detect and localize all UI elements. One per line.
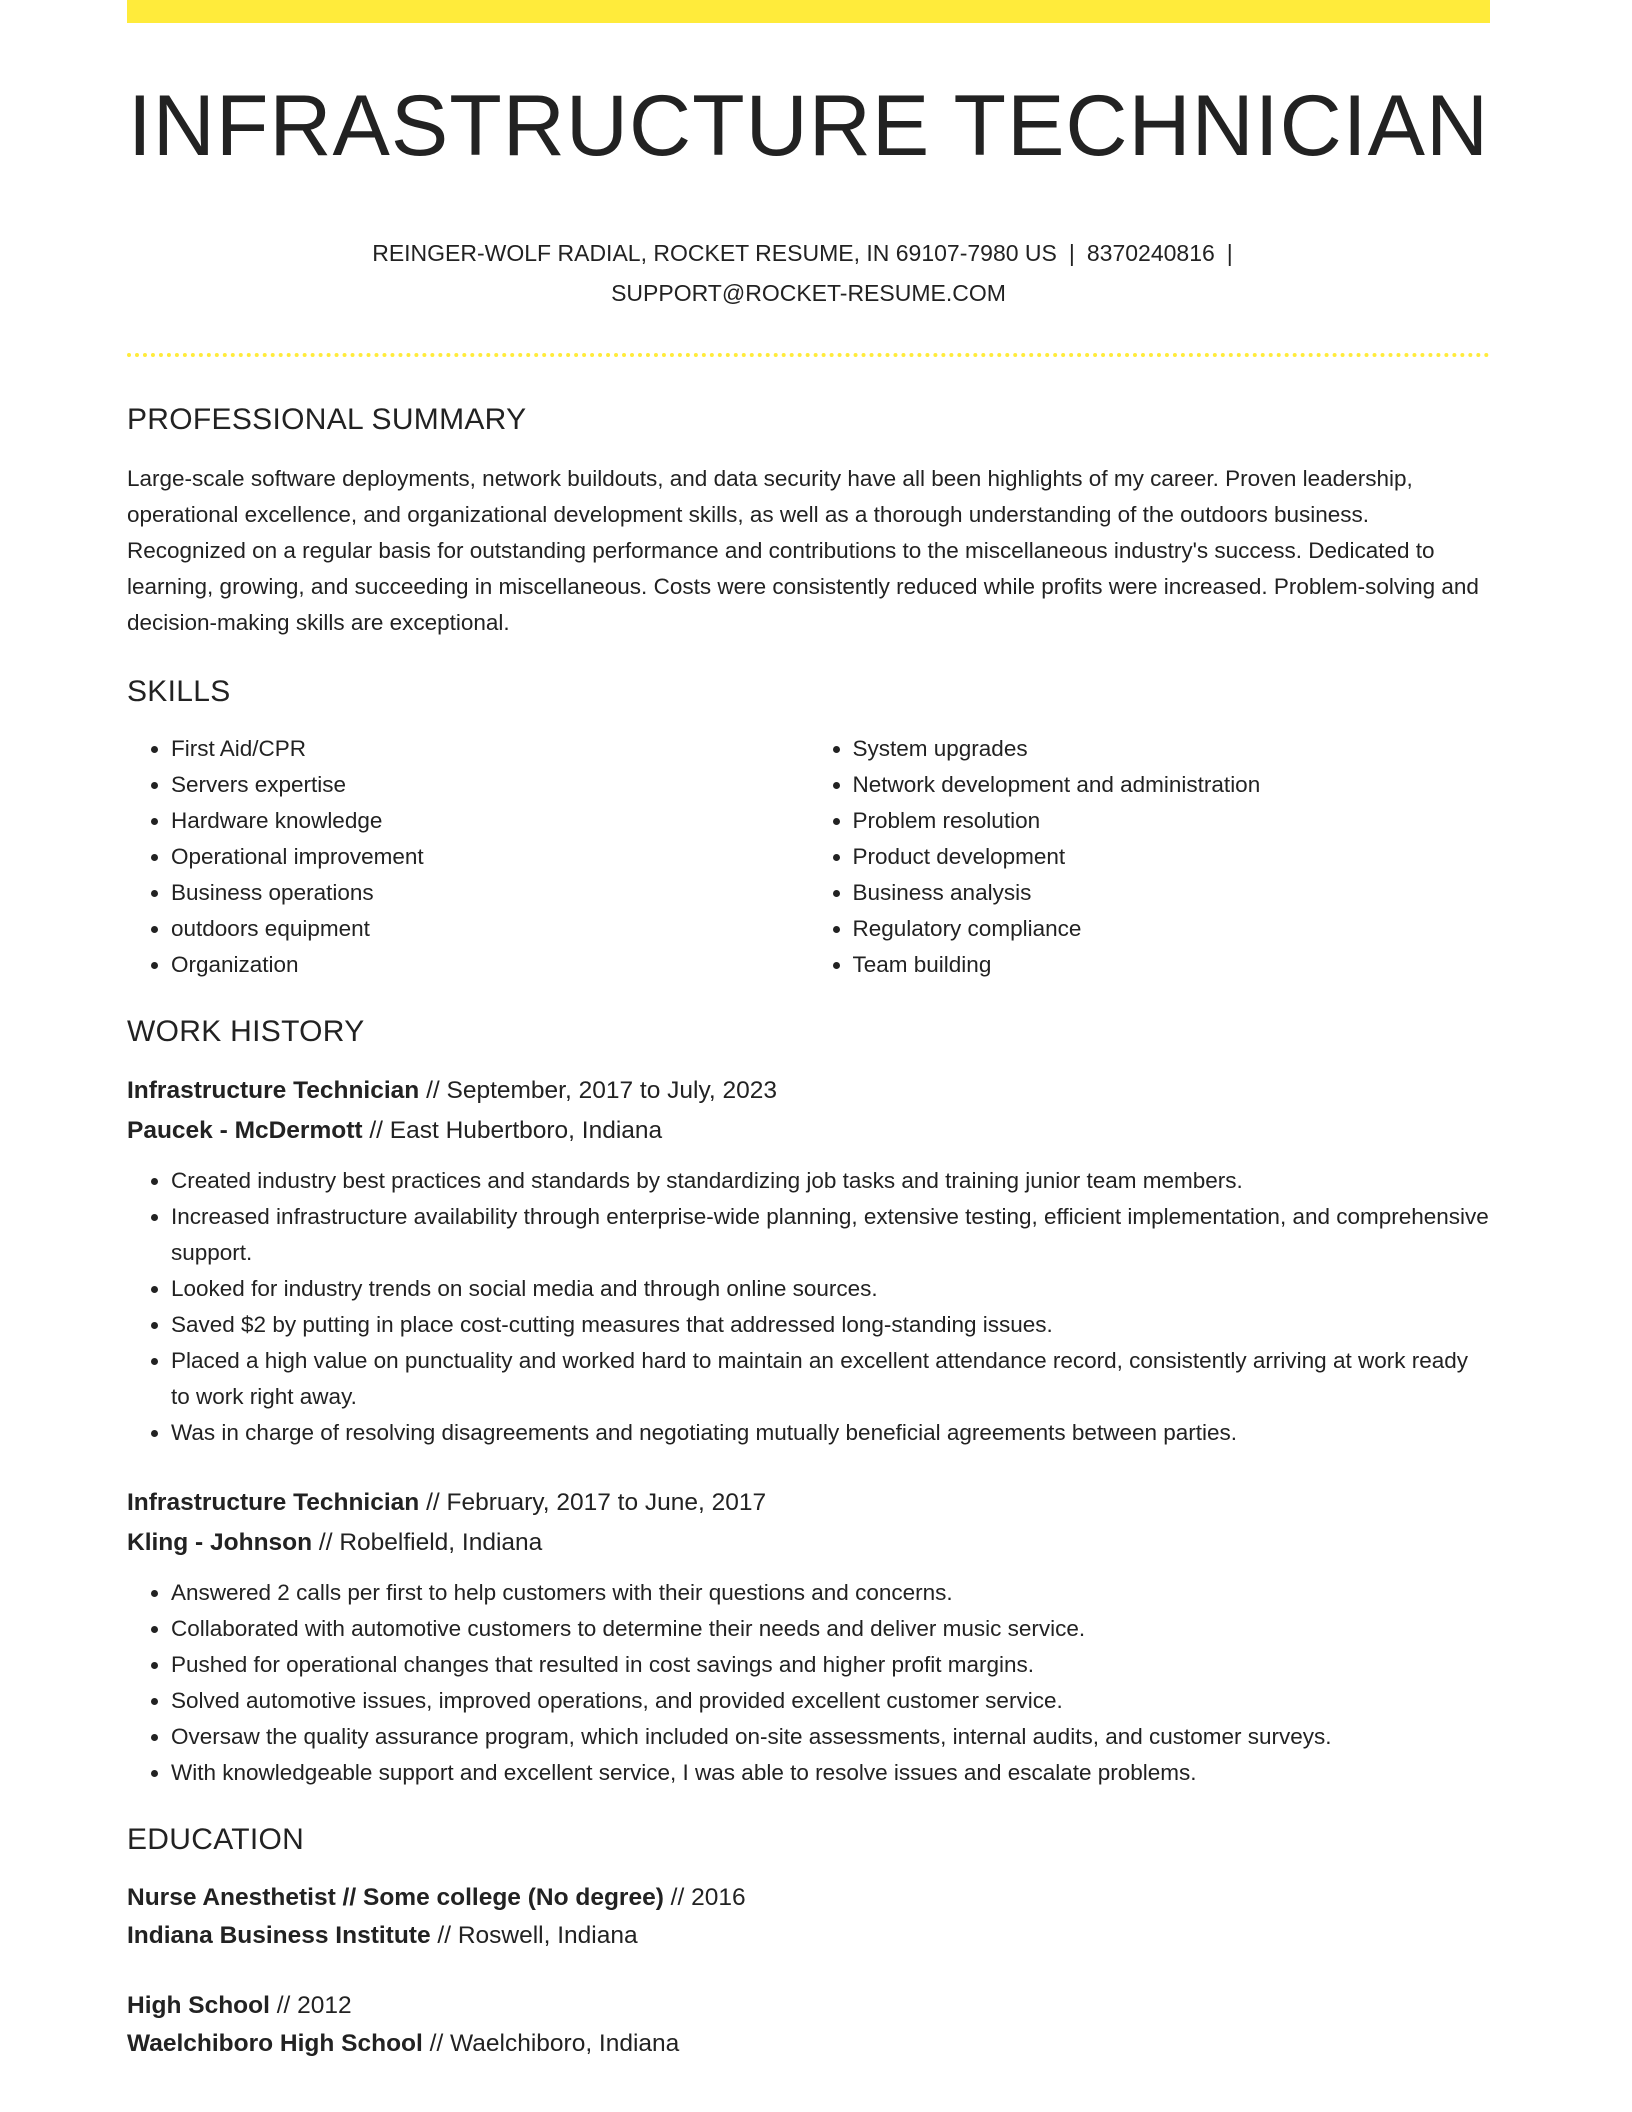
education-school-line [127,2025,1490,2063]
work-history-heading: WORK HISTORY [127,1015,365,1048]
skill-item: • Servers expertise [171,767,809,803]
job-entry [127,1483,1490,1791]
education-location: // Waelchiboro, Indiana [422,2030,680,2057]
job-role: Infrastructure Technician [127,1077,420,1104]
education-degree-line [127,1879,1490,1917]
job-bullet: • Saved $2 by putting in place cost-cutting measures that addressed long-standing issues. [171,1307,1490,1343]
skill-item: • Regulatory compliance [853,911,1491,947]
job-company-line [127,1523,1490,1563]
job-company: Kling - Johnson [127,1529,313,1556]
job-bullet: • Oversaw the quality assurance program, which included on-site assessments, internal audits, and customer surveys. [171,1719,1490,1755]
summary-text: Large-scale software deployments, network buildouts, and data security have all been highlights of my career. Proven leadership, operational excellence, and organizational development skills, as well as a thorough understanding of the outdoors business. Recognized on a regular basis for outstanding performance and contributions to the miscellaneous industry's success. Dedicated to learning, growing, and succeeding in miscellaneous. Costs were consistently reduced while profits were increased. Problem-solving and decision-making skills are exceptional. [127,466,1479,635]
education-degree: Nurse Anesthetist // Some college (No degree) [127,1884,664,1911]
skill-item: • Business operations [171,875,809,911]
header-divider [127,353,1490,357]
job-bullet: • Collaborated with automotive customers to determine their needs and deliver music service. [171,1611,1490,1647]
contact-separator: | [1068,240,1075,266]
skills-heading: SKILLS [127,675,231,708]
skill-item: • First Aid/CPR [171,731,809,767]
job-bullets [127,1163,1490,1451]
contact-email: SUPPORT@ROCKET-RESUME.COM [611,280,1006,306]
job-company-line [127,1111,1490,1151]
job-location: // East Hubertboro, Indiana [362,1117,663,1144]
job-dates: // September, 2017 to July, 2023 [419,1077,778,1104]
skills-column-right [809,731,1491,983]
education-school-line [127,1917,1490,1955]
skill-item: • Operational improvement [171,839,809,875]
skills-column-left [127,731,809,983]
job-bullet: • Looked for industry trends on social media and through online sources. [171,1271,1490,1307]
skill-item: • Hardware knowledge [171,803,809,839]
job-company: Paucek - McDermott [127,1117,363,1144]
contact-phone: 8370240816 [1086,240,1215,266]
skill-item: • Business analysis [853,875,1491,911]
job-dates: // February, 2017 to June, 2017 [419,1489,767,1516]
job-title-line [127,1071,1490,1111]
education-entry [127,1987,1490,2063]
job-bullet: • Placed a high value on punctuality and worked hard to maintain an excellent attendance record, consistently arriving at work ready to work right away. [171,1343,1490,1415]
job-bullets [127,1575,1490,1791]
skills-grid [127,731,1490,983]
top-accent-bar [127,0,1490,23]
job-bullet: • Was in charge of resolving disagreements and negotiating mutually beneficial agreements between parties. [171,1415,1490,1451]
job-bullet: • Answered 2 calls per first to help customers with their questions and concerns. [171,1575,1490,1611]
contact-separator: | [1226,240,1233,266]
skill-item: • Product development [853,839,1491,875]
job-bullet: • Increased infrastructure availability through enterprise-wide planning, extensive testing, efficient implementation, and comprehensive support. [171,1199,1490,1271]
education-location: // Roswell, Indiana [430,1922,638,1949]
job-bullet: • With knowledgeable support and excellent service, I was able to resolve issues and escalate problems. [171,1755,1490,1791]
skill-item: • Team building [853,947,1491,983]
skill-item: • outdoors equipment [171,911,809,947]
skill-item: • Problem resolution [853,803,1491,839]
skill-item: • Network development and administration [853,767,1491,803]
job-role: Infrastructure Technician [127,1489,420,1516]
candidate-name: INFRASTRUCTURE TECHNICIAN [127,78,1490,174]
skill-item: • System upgrades [853,731,1491,767]
education-entry [127,1879,1490,1955]
education-degree-line [127,1987,1490,2025]
contact-info [127,233,1490,313]
education-heading: EDUCATION [127,1823,305,1856]
education-year: // 2012 [269,1992,352,2019]
job-entry [127,1071,1490,1451]
education-year: // 2016 [663,1884,746,1911]
education-school: Indiana Business Institute [127,1922,431,1949]
job-bullet: • Created industry best practices and standards by standardizing job tasks and training junior team members. [171,1163,1490,1199]
job-bullet: • Pushed for operational changes that resulted in cost savings and higher profit margins. [171,1647,1490,1683]
job-bullet: • Solved automotive issues, improved operations, and provided excellent customer service. [171,1683,1490,1719]
education-degree: High School [127,1992,270,2019]
job-title-line [127,1483,1490,1523]
skill-item: • Organization [171,947,809,983]
education-school: Waelchiboro High School [127,2030,423,2057]
job-location: // Robelfield, Indiana [312,1529,543,1556]
resume-page [127,0,1490,2063]
contact-address: REINGER-WOLF RADIAL, ROCKET RESUME, IN 69107-7980 US [372,240,1057,266]
summary-heading: PROFESSIONAL SUMMARY [127,403,527,436]
